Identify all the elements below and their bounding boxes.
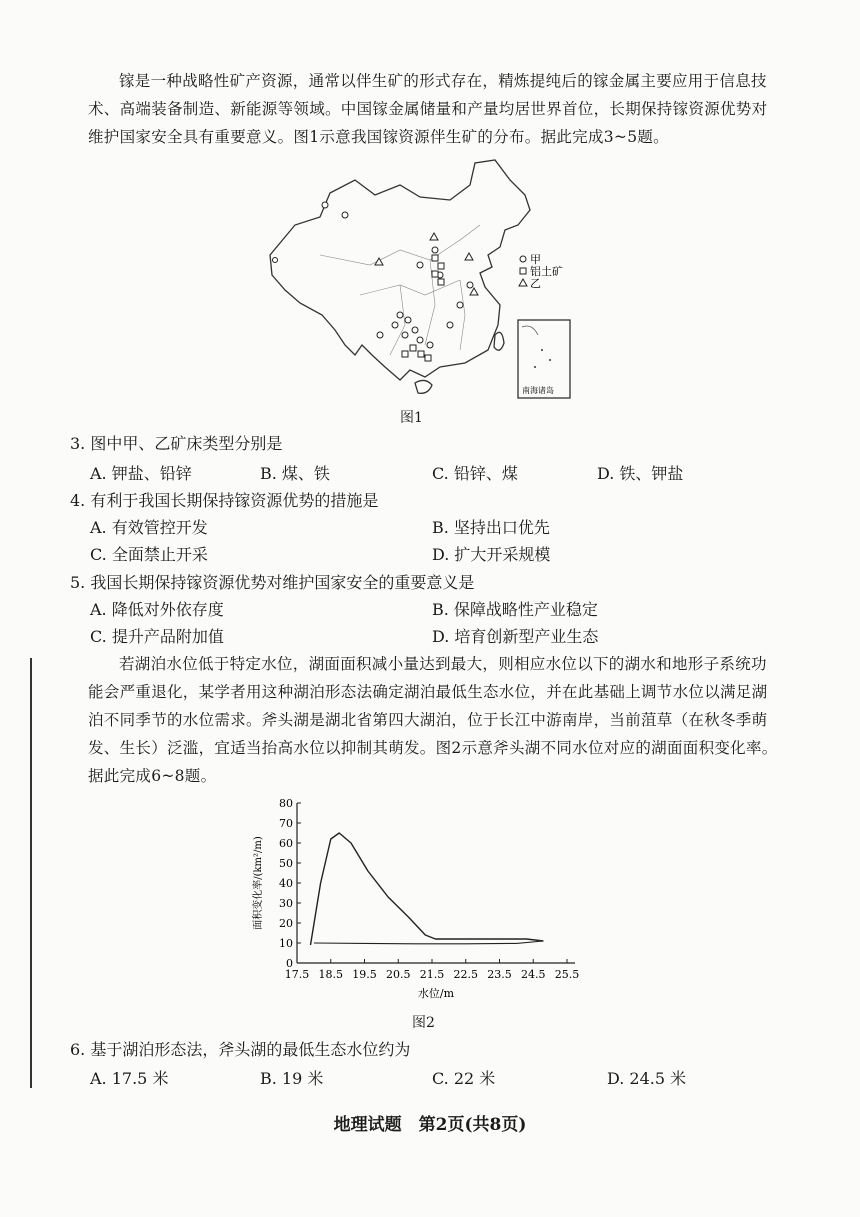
question-4-option-a[interactable]: A. 有效管控开发 [90,518,208,537]
legend-yi: 乙 [530,277,541,290]
y-tick-label: 10 [279,937,293,950]
legend-bauxite: 铝土矿 [530,265,563,278]
y-tick-label: 80 [279,797,293,810]
x-tick-label: 17.5 [284,968,310,981]
question-5-option-d[interactable]: D. 培育创新型产业生态 [432,627,599,646]
figure1-map [260,155,590,400]
passage-gallium: 镓是一种战略性矿产资源，通常以伴生矿的形式存在，精炼提纯后的镓金属主要应用于信息技术、高端装备制造、新能源等领域。中国镓金属储量和产量均居世界首位，长期保持镓资源优势对维护国家安全具有重要意义。图1示意我国镓资源伴生矿的分布。据此完成3~5题。 [88,72,768,146]
inset-label: 南海诸岛 [522,386,554,395]
question-3-option-d[interactable]: D. 铁、钾盐 [597,464,684,483]
figure2-chart [245,795,585,1005]
question-3-option-a[interactable]: A. 钾盐、铅锌 [90,464,192,483]
question-4-option-d[interactable]: D. 扩大开采规模 [432,545,551,564]
y-tick-label: 40 [279,877,293,890]
series-line-1 [311,833,544,945]
x-tick-label: 24.5 [521,968,546,981]
series-line-2 [314,941,544,944]
question-4-option-c[interactable]: C. 全面禁止开采 [90,545,208,564]
question-6-option-a[interactable]: A. 17.5 米 [90,1069,169,1088]
figure1-caption: 图1 [400,410,423,426]
page-footer: 地理试题 第2页(共8页) [333,1115,527,1135]
x-tick-label: 22.5 [453,968,478,981]
question-4-stem: 4. 有利于我国长期保持镓资源优势的措施是 [70,491,379,510]
question-6-option-d[interactable]: D. 24.5 米 [607,1069,687,1088]
question-5-option-c[interactable]: C. 提升产品附加值 [90,627,224,646]
question-6-stem: 6. 基于湖泊形态法，斧头湖的最低生态水位约为 [70,1040,411,1059]
y-tick-label: 30 [279,897,293,910]
map-legend [519,253,563,290]
margin-rule [30,658,32,1088]
hainan-island [415,380,432,393]
taiwan-island [494,332,504,350]
south-china-sea-inset [518,320,570,398]
y-tick-label: 50 [279,857,293,870]
x-tick-label: 23.5 [487,968,512,981]
passage-futou-lake: 若湖泊水位低于特定水位，湖面面积减小量达到最大，则相应水位以下的湖水和地形子系统功能会严重退化，某学者用这种湖泊形态法确定湖泊最低生态水位，并在此基础上调节水位以满足湖泊不同季节的水位需求。斧头湖是湖北省第四大湖泊，位于长江中游南岸，当前菹草（在秋冬季萌发、生长）泛滥，宜适当抬高水位以抑制其萌发。图2示意斧头湖不同水位对应的湖面面积变化率。据此完成6~8题。 [88,655,778,785]
question-3-stem: 3. 图中甲、乙矿床类型分别是 [70,434,283,453]
question-5-stem: 5. 我国长期保持镓资源优势对维护国家安全的重要意义是 [70,573,475,592]
question-6-option-b[interactable]: B. 19 米 [260,1069,324,1088]
question-5-option-a[interactable]: A. 降低对外依存度 [90,600,224,619]
y-tick-label: 60 [279,837,293,850]
legend-jia: 甲 [530,253,541,266]
question-4-option-b[interactable]: B. 坚持出口优先 [432,518,550,537]
x-tick-label: 18.5 [318,968,343,981]
china-outline [270,160,530,380]
x-tick-label: 21.5 [419,968,445,981]
y-tick-label: 70 [279,817,293,830]
question-5-option-b[interactable]: B. 保障战略性产业稳定 [432,600,598,619]
y-tick-label: 20 [279,917,293,930]
y-tick-label: 0 [286,957,293,970]
figure2-caption: 图2 [412,1015,435,1031]
x-axis-label: 水位/m [417,987,455,1000]
x-tick-label: 20.5 [386,968,411,981]
y-axis-label: 面积变化率/(km²/m) [253,836,264,930]
x-tick-label: 19.5 [352,968,377,981]
question-6-option-c[interactable]: C. 22 米 [432,1069,496,1088]
question-3-option-b[interactable]: B. 煤、铁 [260,464,330,483]
x-tick-label: 25.5 [554,968,580,981]
question-3-option-c[interactable]: C. 铅锌、煤 [432,464,518,483]
